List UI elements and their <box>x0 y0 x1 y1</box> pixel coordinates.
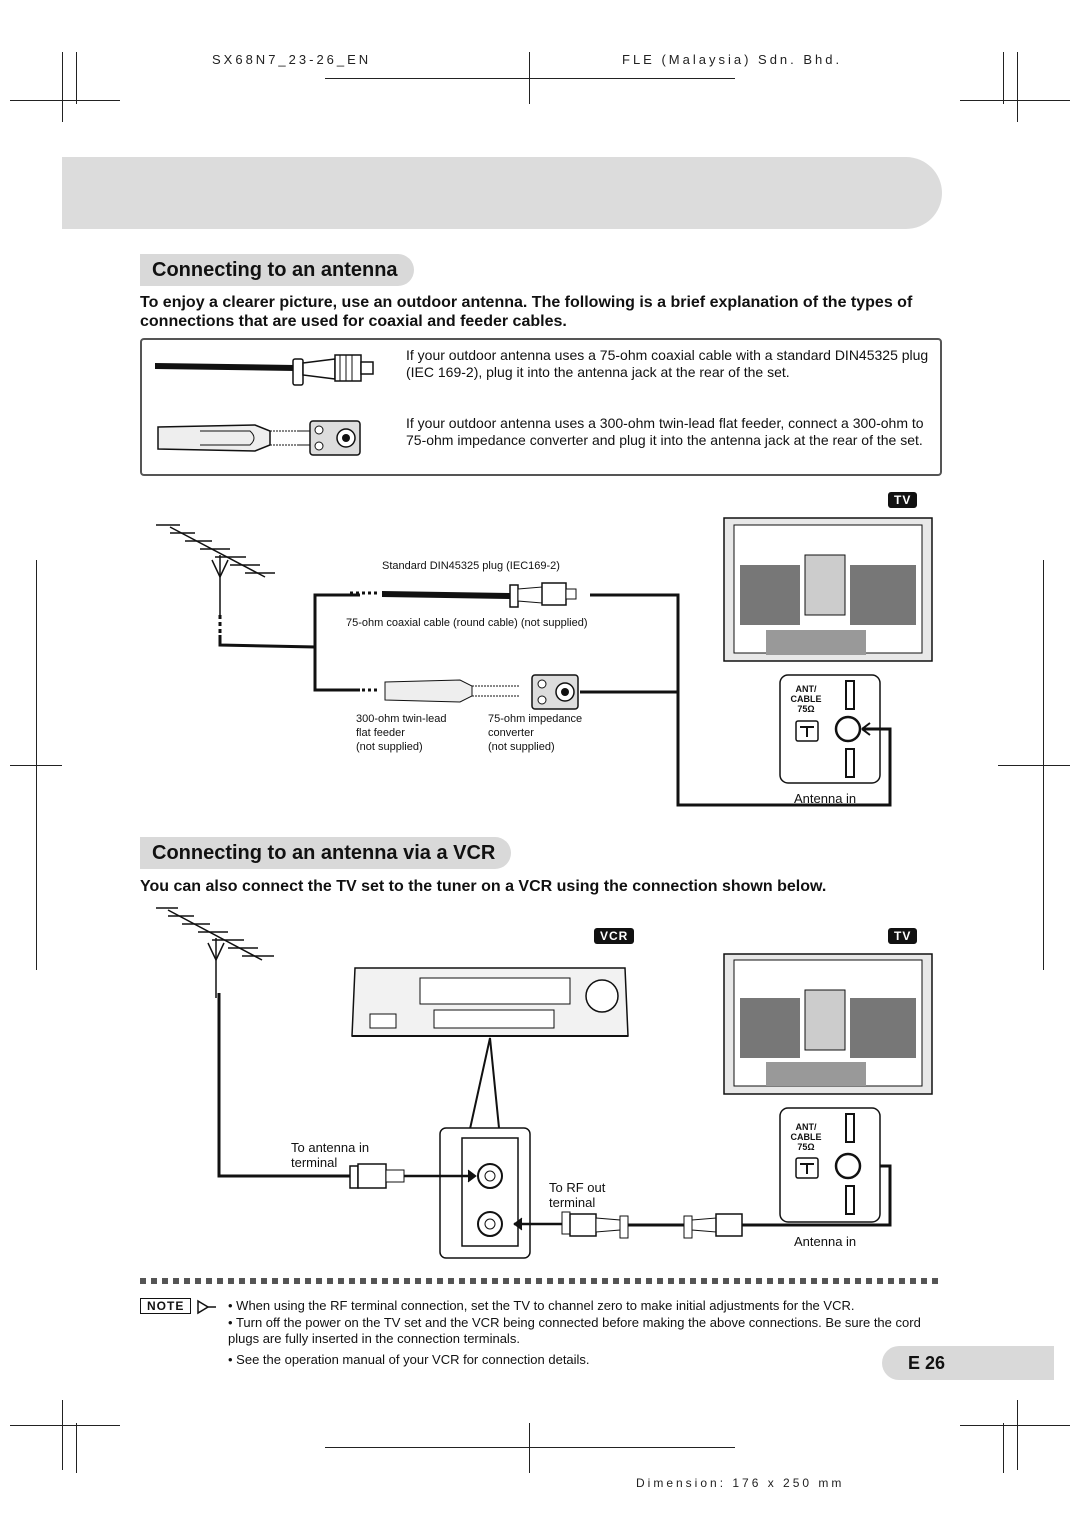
to-antenna-in-label: To antenna in terminal <box>291 1140 370 1170</box>
cable-types-illustration <box>150 345 380 465</box>
note-tag: NOTE <box>140 1298 191 1314</box>
company-name: FLE (Malaysia) Sdn. Bhd. <box>622 52 843 67</box>
ant-cable-jack-label: ANT/ CABLE 75Ω <box>790 684 822 714</box>
note-item: • Turn off the power on the TV set and the VCR being connected before making the above connections. Be sure the cord plugs are fully inserted in the connection terminals. <box>228 1315 921 1346</box>
crop-mark <box>960 100 1070 101</box>
feeder-label: 300-ohm twin-lead flat feeder (not supplied) <box>356 713 447 753</box>
vcr-badge: VCR <box>594 928 634 944</box>
dotted-divider <box>140 1278 940 1284</box>
tv-badge: TV <box>888 928 917 944</box>
to-rf-out-label: To RF out terminal <box>549 1180 606 1210</box>
crop-mark <box>76 1423 77 1473</box>
crop-mark <box>960 1425 1070 1426</box>
header-band <box>62 157 942 229</box>
crop-mark <box>1003 52 1004 104</box>
note-arrow-icon <box>196 1299 218 1315</box>
antenna-in-label: Antenna in <box>794 1234 857 1249</box>
section-lead-vcr: You can also connect the TV set to the tuner on a VCR using the connection shown below. <box>140 878 827 895</box>
crop-mark <box>998 765 1070 766</box>
document-code: SX68N7_23-26_EN <box>212 52 372 67</box>
tv-badge: TV <box>888 492 917 508</box>
crop-mark <box>10 1425 120 1426</box>
vcr-connection-diagram <box>150 898 940 1264</box>
crop-mark <box>1043 560 1044 970</box>
page-number: E 26 <box>882 1346 1054 1380</box>
note-item: • See the operation manual of your VCR for connection details. <box>228 1352 590 1367</box>
converter-label: 75-ohm impedance converter (not supplied) <box>488 713 583 753</box>
crop-mark <box>529 52 530 104</box>
crop-mark <box>325 1447 735 1448</box>
ant-cable-jack-label: ANT/ CABLE 75Ω <box>790 1122 822 1152</box>
antenna-in-label: Antenna in <box>794 791 857 806</box>
feeder-info-text: If your outdoor antenna uses a 300-ohm twin-lead flat feeder, connect a 300-ohm to 75-ohm impedance converter and plug it into the antenna jack at the rear of the set. <box>406 415 924 448</box>
crop-mark <box>325 78 735 79</box>
section-title-vcr: Connecting to an antenna via a VCR <box>140 837 511 869</box>
crop-mark <box>10 100 120 101</box>
crop-mark <box>1017 52 1018 122</box>
plug-label: Standard DIN45325 plug (IEC169-2) <box>382 560 560 572</box>
coax-cable-label: 75-ohm coaxial cable (round cable) (not supplied) <box>346 617 588 629</box>
crop-mark <box>1003 1423 1004 1473</box>
crop-mark <box>76 52 77 104</box>
crop-mark <box>1017 1400 1018 1470</box>
coax-info-text: If your outdoor antenna uses a 75-ohm coaxial cable with a standard DIN45325 plug (IEC 169-2), plug it into the antenna jack at the rear of the set. <box>406 347 929 380</box>
crop-mark <box>62 52 63 122</box>
crop-mark <box>62 1400 63 1470</box>
note-item: • When using the RF terminal connection, set the TV to channel zero to make initial adjustments for the VCR. <box>228 1298 855 1313</box>
section-lead-antenna: To enjoy a clearer picture, use an outdoor antenna. The following is a brief explanation of the types of connections that are used for coaxial and feeder cables. <box>140 294 913 330</box>
footer-dimension: Dimension: 176 x 250 mm <box>636 1476 845 1490</box>
crop-mark <box>36 560 37 970</box>
crop-mark <box>529 1423 530 1473</box>
section-title-antenna: Connecting to an antenna <box>140 254 414 286</box>
